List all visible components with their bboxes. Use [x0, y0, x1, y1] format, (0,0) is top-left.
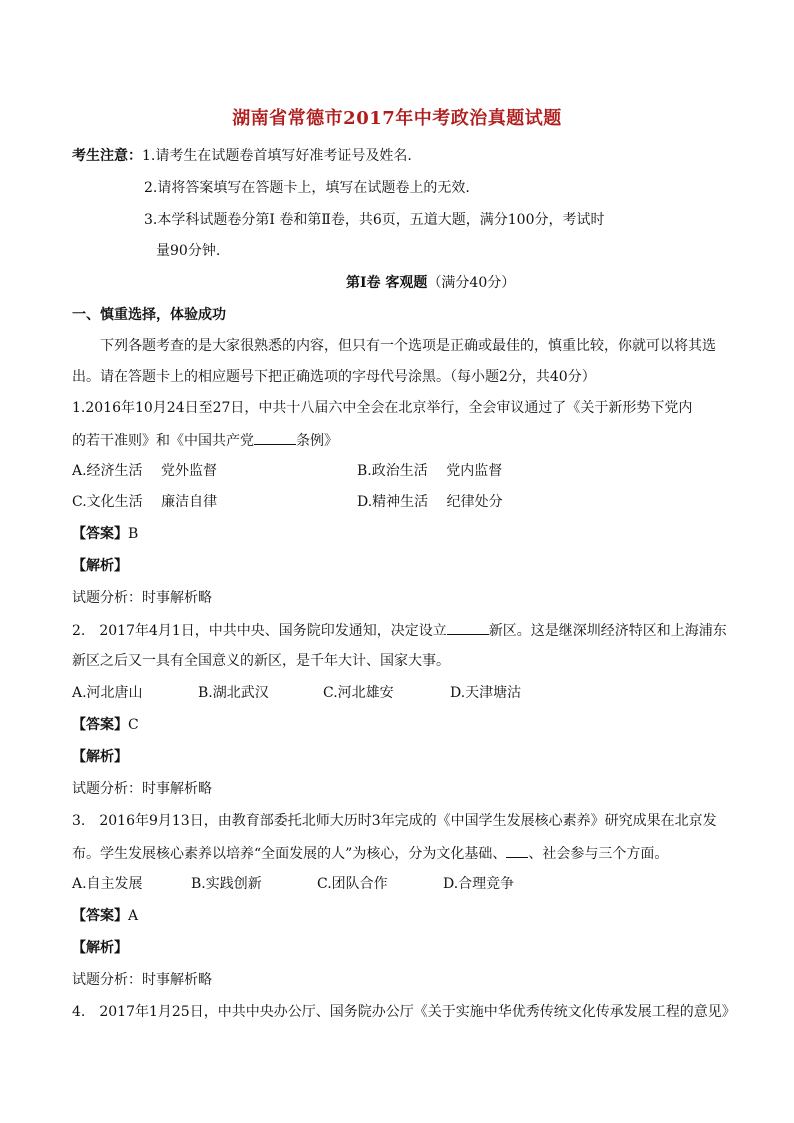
q2-answer-value: C [128, 717, 139, 733]
answer-label: 【答案】 [72, 526, 128, 542]
q2-analysis-label: 【解析】 [72, 749, 128, 765]
q2-analysis-text: 试题分析：时事解析略 [72, 781, 212, 797]
q3-option-c: C.团队合作 [317, 876, 388, 892]
q1-analysis-text: 试题分析：时事解析略 [72, 590, 212, 606]
q1-blank [254, 430, 296, 445]
q2-line-1 [72, 620, 727, 641]
q3-option-a: A.自主发展 [72, 876, 143, 892]
q2-option-b: B.湖北武汉 [198, 685, 269, 701]
q1-option-a: A.经济生活 党外监督 [72, 463, 218, 479]
q1-option-c: C.文化生活 廉洁自律 [72, 494, 218, 510]
q1-answer [72, 524, 138, 544]
section-title: 一、慎重选择，体验成功 [72, 307, 226, 323]
notice-label: 考生注意： [72, 148, 142, 164]
q2-line-1b: 新区。这是继深圳经济特区和上海浦东 [488, 623, 727, 639]
q3-answer [72, 906, 138, 926]
q3-line-2b: 、社会参与三个方面。 [528, 846, 669, 862]
q3-line-2a: 布。学生发展核心素养以培养“全面发展的人”为核心，分为文化基础、 [72, 846, 507, 862]
q3-option-d: D.合理竞争 [443, 876, 515, 892]
q2-blank [447, 620, 489, 635]
notice-item-2: 2.请将答案填写在答题卡上，填写在试题卷上的无效. [144, 180, 470, 196]
q2-answer [72, 715, 139, 735]
part-score: （满分40分） [427, 275, 516, 291]
q3-analysis-text: 试题分析：时事解析略 [72, 972, 212, 988]
q1-answer-value: B [128, 526, 139, 542]
part-heading [346, 273, 515, 293]
q2-option-c: C.河北雄安 [323, 685, 394, 701]
q1-line-2b: 条例》 [296, 433, 338, 449]
section-intro-1: 下列各题考查的是大家很熟悉的内容，但只有一个选项是正确或最佳的，慎重比较，你就可以将其选 [100, 338, 716, 354]
q3-blank [506, 843, 528, 858]
notice-line-1 [72, 146, 412, 166]
q2-line-2: 新区之后又一具有全国意义的新区，是千年大计、国家大事。 [72, 653, 450, 669]
q1-option-b: B.政治生活 党内监督 [357, 463, 503, 479]
q3-option-b: B.实践创新 [191, 876, 262, 892]
q3-line-2 [72, 843, 668, 864]
notice-item-1: 1.请考生在试题卷首填写好准考证号及姓名. [142, 148, 412, 164]
q4-line-1: 4. 2017年1月25日，中共中央办公厅、国务院办公厅《关于实施中华优秀传统文化传承发展工程的意见》 [72, 1004, 736, 1020]
notice-item-3a: 3.本学科试题卷分第Ⅰ 卷和第Ⅱ卷，共6页，五道大题，满分100分，考试时 [144, 212, 605, 228]
q2-line-1a: 2. 2017年4月1日，中共中央、国务院印发通知，决定设立 [72, 623, 447, 639]
q2-option-a: A.河北唐山 [72, 685, 143, 701]
q1-line-1: 1.2016年10月24日至27日，中共十八届六中全会在北京举行，全会审议通过了《关于新形势下党内 [72, 400, 693, 416]
answer-label: 【答案】 [72, 717, 128, 733]
q3-analysis-label: 【解析】 [72, 940, 128, 956]
part-title: 第Ⅰ卷 客观题 [346, 275, 428, 291]
q1-analysis-label: 【解析】 [72, 558, 128, 574]
notice-item-3b: 量90分钟. [156, 243, 221, 259]
page-title: 湖南省常德市2017年中考政治真题试题 [232, 108, 562, 129]
q1-line-2 [72, 430, 338, 451]
q3-line-1: 3. 2016年9月13日，由教育部委托北师大历时3年完成的《中国学生发展核心素养》研究成果在北京发 [72, 813, 717, 829]
q1-line-2a: 的若干准则》和《中国共产党 [72, 433, 254, 449]
answer-label: 【答案】 [72, 908, 128, 924]
section-intro-2: 出。请在答题卡上的相应题号下把正确选项的字母代号涂黑。（每小题2分，共40分） [72, 369, 596, 385]
q2-option-d: D.天津塘沽 [450, 685, 522, 701]
q1-option-d: D.精神生活 纪律处分 [357, 494, 503, 510]
q3-answer-value: A [128, 908, 139, 924]
